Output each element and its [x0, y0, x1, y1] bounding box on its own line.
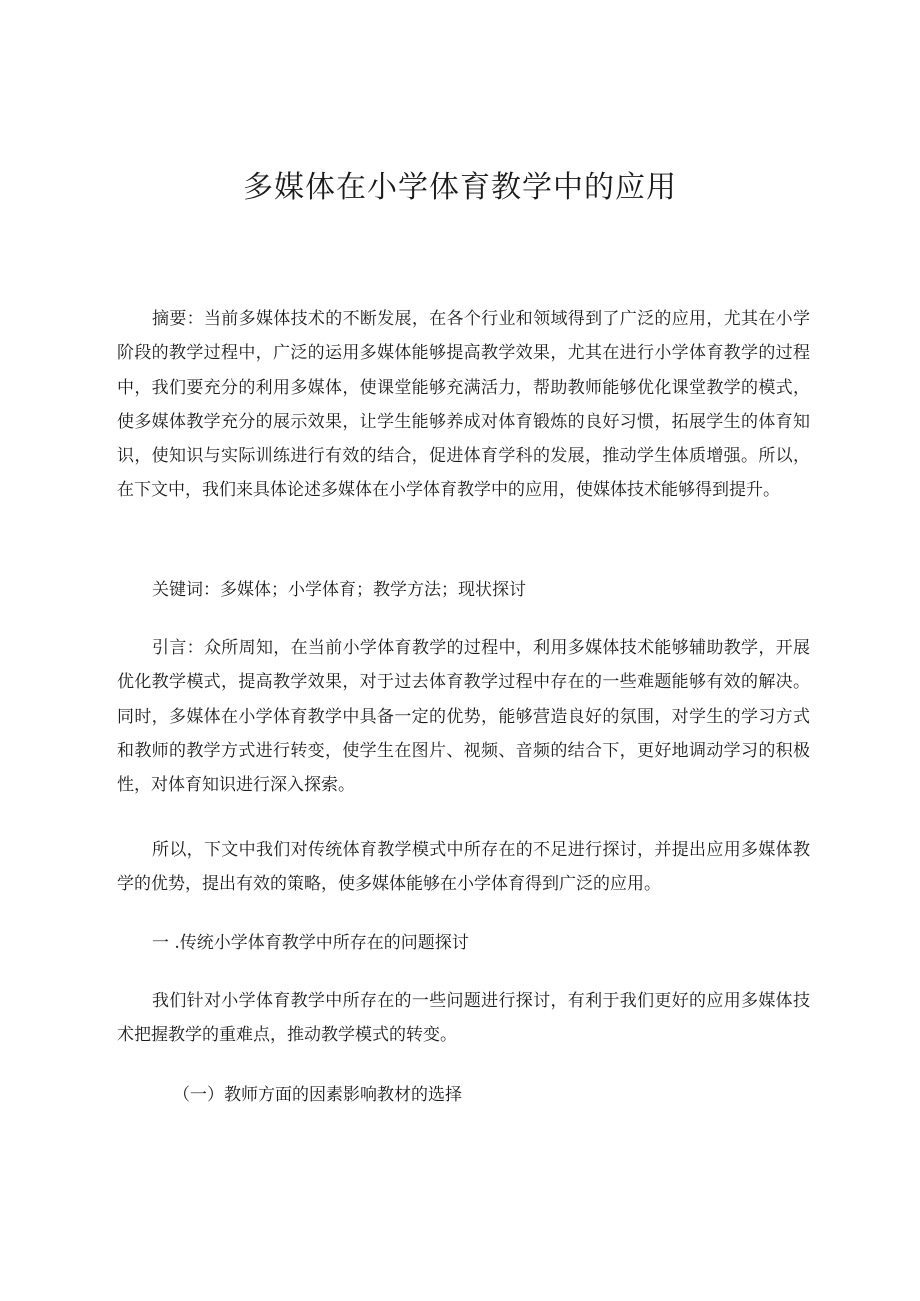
section-1-paragraph: 我们针对小学体育教学中所存在的一些问题进行探讨，有利于我们更好的应用多媒体技术把握教学的重难点，推动教学模式的转变。 [117, 991, 810, 1046]
abstract-paragraph: 摘要：当前多媒体技术的不断发展，在各个行业和领域得到了广泛的应用，尤其在小学阶段的教学过程中，广泛的运用多媒体能够提高教学效果，尤其在进行小学体育教学的过程中，我们要充分的利用多媒体，使课堂能够充满活力，帮助教师能够优化课堂教学的模式，使多媒体教学充分的展示效果，让学生能够养成对体育锻炼的良好习惯，拓展学生的体育知识，使知识与实际训练进行有效的结合，促进体育学科的发展，推动学生体质增强。所以，在下文中，我们来具体论述多媒体在小学体育教学中的应用，使媒体技术能够得到提升。 [117, 309, 810, 501]
introduction-paragraph: 引言：众所周知，在当前小学体育教学的过程中，利用多媒体技术能够辅助教学，开展优化教学模式，提高教学效果，对于过去体育教学过程中存在的一些难题能够有效的解决。同时，多媒体在小学体育教学中具备一定的优势，能够营造良好的氛围，对学生的学习方式和教师的教学方式进行转变，使学生在图片、视频、音频的结合下，更好地调动学习的积极性，对体育知识进行深入探索。 [117, 638, 810, 796]
section-heading-1: 一 .传统小学体育教学中所存在的问题探讨 [152, 933, 469, 953]
overview-paragraph: 所以，下文中我们对传统体育教学模式中所存在的不足进行探讨，并提出应用多媒体教学的优势，提出有效的策略，使多媒体能够在小学体育得到广泛的应用。 [117, 840, 810, 895]
document-title: 多媒体在小学体育教学中的应用 [243, 170, 677, 205]
subsection-heading-1: （一）教师方面的因素影响教材的选择 [173, 1085, 462, 1105]
keywords-paragraph: 关键词：多媒体；小学体育；教学方法；现状探讨 [152, 580, 526, 600]
